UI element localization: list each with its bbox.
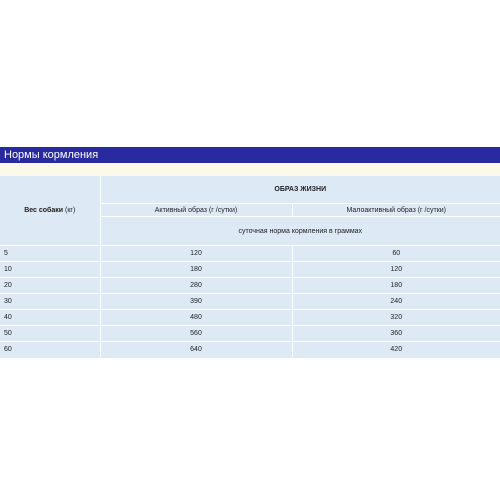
- active-cell: 480: [100, 310, 292, 326]
- title-spacer: [0, 163, 500, 176]
- low-active-cell: 420: [292, 342, 500, 358]
- active-cell: 180: [100, 262, 292, 278]
- weight-cell: 50: [0, 326, 100, 342]
- lifestyle-header-cell: [100, 176, 500, 204]
- weight-cell: 5: [0, 246, 100, 262]
- low-active-cell: 120: [292, 262, 500, 278]
- weight-unit: (кг): [65, 207, 76, 214]
- table-row: [0, 278, 500, 294]
- active-header: Активный образ (г /сутки): [100, 204, 292, 217]
- weight-cell: 40: [0, 310, 100, 326]
- table-row: [0, 342, 500, 358]
- active-cell: 560: [100, 326, 292, 342]
- weight-cell: 30: [0, 294, 100, 310]
- weight-cell: 60: [0, 342, 100, 358]
- weight-header: Вес собаки: [24, 207, 64, 214]
- active-cell: 120: [100, 246, 292, 262]
- active-cell: 640: [100, 342, 292, 358]
- table-row: [0, 262, 500, 278]
- low-active-cell: 180: [292, 278, 500, 294]
- active-cell: 390: [100, 294, 292, 310]
- weight-cell: 10: [0, 262, 100, 278]
- low-active-cell: 60: [292, 246, 500, 262]
- weight-cell: 20: [0, 278, 100, 294]
- weight-header-cell: [0, 176, 100, 246]
- active-cell: 280: [100, 278, 292, 294]
- low-active-cell: 240: [292, 294, 500, 310]
- table-row: [0, 294, 500, 310]
- feeding-norms-section: [0, 147, 500, 358]
- section-title: Нормы кормления: [0, 147, 500, 163]
- lifestyle-header: ОБРАЗ ЖИЗНИ: [274, 186, 327, 193]
- norm-note: суточная норма кормления в граммах: [100, 217, 500, 246]
- low-active-cell: 360: [292, 326, 500, 342]
- low-active-cell: 320: [292, 310, 500, 326]
- table-row: [0, 246, 500, 262]
- feeding-table: [0, 176, 500, 358]
- header-row-lifestyle: [0, 176, 500, 204]
- table-row: [0, 326, 500, 342]
- low-active-header: Малоактивный образ (г /сутки): [292, 204, 500, 217]
- table-row: [0, 310, 500, 326]
